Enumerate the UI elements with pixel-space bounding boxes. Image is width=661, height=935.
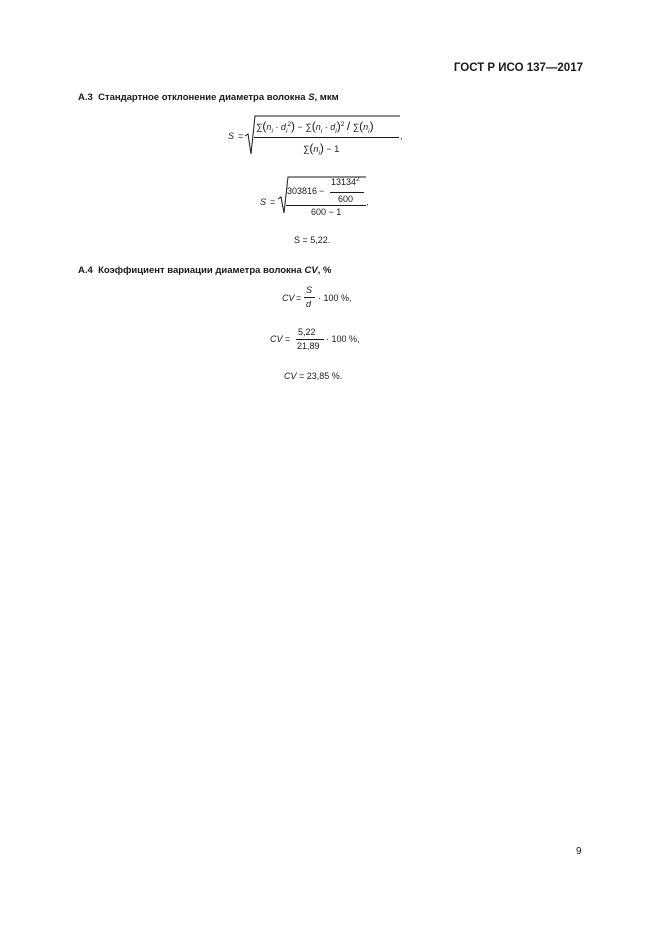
result-cv: CV = 23,85 %. xyxy=(284,371,343,381)
subst-den: 600 − 1 xyxy=(311,207,342,217)
section-a4-number: А.4 xyxy=(78,265,93,276)
cv-num: S xyxy=(306,285,313,295)
subst-minus: − xyxy=(319,186,325,196)
formula-denominator: $\sum(n_i) - 1$ xyxy=(303,141,340,157)
section-a3-title: Стандартное отклонение диаметра волокна xyxy=(98,92,309,103)
cv-lhs: CV xyxy=(282,293,295,303)
formula-eq: = xyxy=(238,131,244,141)
section-a3-number: А.3 xyxy=(78,92,93,103)
subst-comma: , xyxy=(366,197,369,207)
document-header: ГОСТ Р ИСО 137—2017 xyxy=(453,62,583,74)
fraction-bar xyxy=(296,339,324,340)
cv-subst-lhs: CV xyxy=(270,334,283,344)
formula-lhs: S xyxy=(228,131,235,141)
result-std-dev: S = 5,22. xyxy=(294,235,331,245)
cv-den: d xyxy=(306,299,312,309)
section-a4-unit: , % xyxy=(317,265,332,276)
section-a4-title: Коэффициент вариации диаметра волокна xyxy=(98,265,305,276)
cv-subst-tail: · 100 %, xyxy=(326,334,360,344)
subst-b-den: 600 xyxy=(338,194,354,204)
page-number: 9 xyxy=(576,846,582,857)
section-a3-symbol: S xyxy=(308,92,315,103)
subst-a: 303816 xyxy=(287,186,318,196)
cv-tail: · 100 %, xyxy=(318,293,352,303)
cv-subst-num: 5,22 xyxy=(298,327,316,337)
section-a3-unit: , мкм xyxy=(314,92,339,103)
subst-eq: = xyxy=(270,197,276,207)
formula-numerator: $\sum(n_i \cdot d_i^2) - \sum(n_i \cdot d_i)^2 / \sum(n_i)$ xyxy=(256,119,374,135)
formula-comma: , xyxy=(400,131,403,141)
cv-eq: = xyxy=(296,293,302,303)
cv-subst-den: 21,89 xyxy=(297,341,320,351)
formula-cv-substituted xyxy=(0,0,661,360)
cv-subst-eq: = xyxy=(285,334,291,344)
section-a4-symbol: CV xyxy=(304,265,318,276)
subst-lhs: S xyxy=(260,197,267,207)
subst-b: 13134$^2$ xyxy=(331,176,360,187)
